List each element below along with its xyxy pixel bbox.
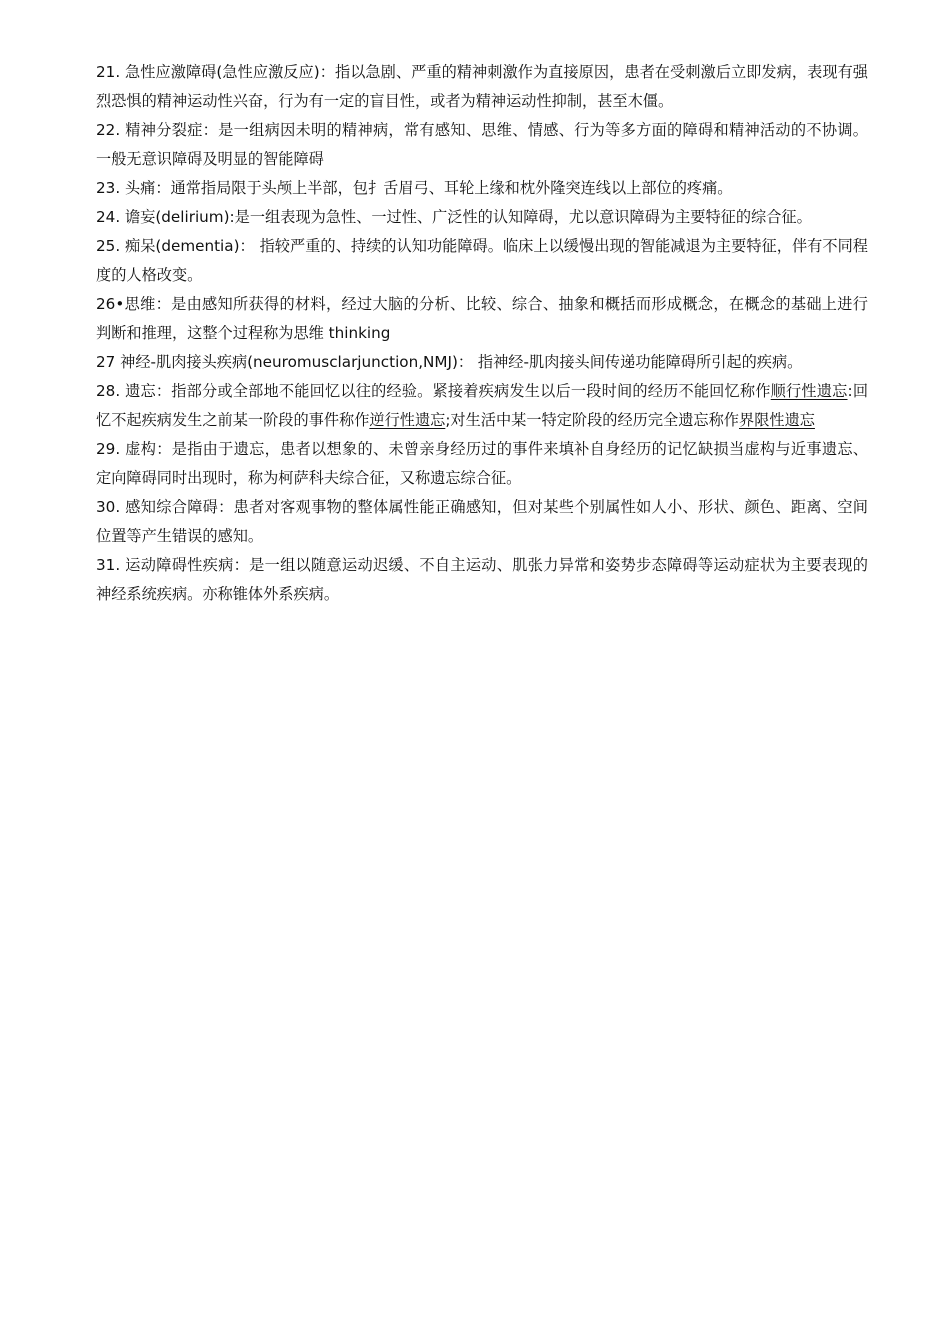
term-anterograde-amnesia: 顺行性遗忘 [770, 382, 848, 400]
entry-23: 23. 头痛：通常指局限于头颅上半部，包扌舌眉弓、耳轮上缘和枕外隆突连线以上部位的疼痛。 [96, 179, 733, 197]
entry-22: 22. 精神分裂症：是一组病因未明的精神病，常有感知、思维、情感、行为等多方面的障碍和精神活动的不协调。一般无意识障碍及明显的智能障碍 [96, 121, 868, 168]
term-localized-amnesia: 界限性遗忘 [739, 411, 815, 429]
entry-24: 24. 谵妄(delirium):是一组表现为急性、一过性、广泛性的认知障碍，尤以意识障碍为主要特征的综合征。 [96, 208, 812, 226]
entry-28-part1: 28. 遗忘：指部分或全部地不能回忆以往的经验。紧接着疾病发生以后一段时间的经历不能回忆称作 [96, 382, 771, 400]
entry-28-part2: :回忆不起疾病发生之前某一阶段的事件称作 [96, 382, 869, 429]
entry-27: 27 神经-肌肉接头疾病(neuromusclarjunction,NMJ)： 指神经-肌肉接头间传递功能障碍所引起的疾病。 [96, 353, 803, 371]
entry-31: 31. 运动障碍性疾病：是一组以随意运动迟缓、不自主运动、肌张力异常和姿势步态障碍等运动症状为主要表现的神经系统疾病。亦称锥体外系疾病。 [96, 556, 868, 603]
entry-30: 30. 感知综合障碍：患者对客观事物的整体属性能正确感知，但对某些个别属性如人小、形状、颜色、距离、空间位置等产生错误的感知。 [96, 498, 868, 545]
entry-28 [96, 377, 868, 435]
entry-26: 26•思维：是由感知所获得的材料，经过大脑的分析、比较、综合、抽象和概括而形成概念，在概念的基础上进行判断和推理，这整个过程称为思维 thinking [96, 295, 868, 342]
term-retrograde-amnesia: 逆行性遗忘 [369, 411, 446, 429]
entry-21: 21. 急性应激障碍(急性应激反应)：指以急剧、严重的精神刺激作为直接原因，患者在受刺激后立即发病，表现有强烈恐惧的精神运动性兴奋，行为有一定的盲目性，或者为精神运动性抑制，甚至木僵。 [96, 63, 868, 110]
entry-28-part3: ;对生活中某一特定阶段的经历完全遗忘称作 [445, 411, 739, 429]
entry-25: 25. 痴呆(dementia)： 指较严重的、持续的认知功能障碍。临床上以缓慢出现的智能减退为主要特征，伴有不同程度的人格改变。 [96, 237, 868, 284]
document-page [96, 58, 868, 609]
entry-29: 29. 虚构：是指由于遗忘，患者以想象的、未曾亲身经历过的事件来填补自身经历的记忆缺损当虚构与近事遗忘、定向障碍同时出现时，称为柯萨科夫综合征，又称遗忘综合征。 [96, 440, 868, 487]
